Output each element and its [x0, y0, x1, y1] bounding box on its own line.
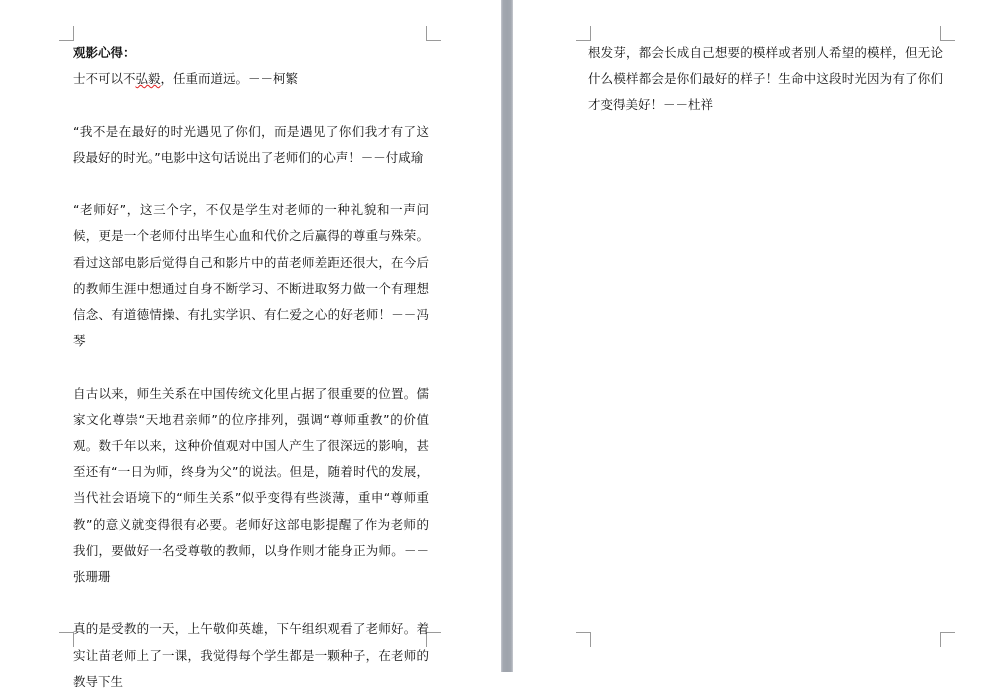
crop-mark-bottom-right	[940, 632, 955, 647]
quote-paragraph	[73, 66, 429, 92]
paragraph-du-xiang-end: 根发芽，都会长成自己想要的模样或者别人希望的模样，但无论什么模样都会是你们最好的样子！生命中这段时光因为有了你们才变得美好！－－杜祥	[588, 45, 943, 113]
crop-mark-top-left	[59, 26, 74, 41]
paragraph-fu-xianyu: “我不是在最好的时光遇见了你们，而是遇见了你们我才有了这段最好的时光。”电影中这句话说出了老师们的心声！－－付咸瑜	[73, 123, 429, 165]
paragraph-zhang-shanshan: 自古以来，师生关系在中国传统文化里占据了很重要的位置。儒家文化尊崇“天地君亲师”的位序排列，强调“尊师重教”的价值观。数千年以来，这种价值观对中国人产生了很深远的影响，甚至还有“一日为师，终身为父”的说法。但是，随着时代的发展，当代社会语境下的“师生关系”似乎变得有些淡薄，重申“尊师重教”的意义就变得很有必要。老师好这部电影提醒了作为老师的我们，要做好一名受尊敬的教师，以身作则才能身正为师。－－张珊珊	[73, 385, 429, 585]
crop-mark-top-right	[426, 26, 441, 41]
paragraph-du-xiang-start: 真的是受教的一天，上午敬仰英雄，下午组织观看了老师好。着实让苗老师上了一课，我觉得每个学生都是一颗种子，在老师的教导下生	[73, 621, 429, 689]
page-body-text[interactable]	[588, 40, 943, 119]
document-heading: 观影心得：	[73, 45, 136, 60]
page-gap	[501, 0, 513, 672]
crop-mark-bottom-left	[59, 632, 74, 647]
paragraph-feng-qin: “老师好”，这三个字，不仅是学生对老师的一种礼貌和一声问候，更是一个老师付出毕生心血和代价之后赢得的尊重与殊荣。看过这部电影后觉得自己和影片中的苗老师差距还很大，在今后的教师生涯中想通过自身不断学习、不断进取努力做一个有理想信念、有道德情操、有扎实学识、有仁爱之心的好老师！－－冯琴	[73, 202, 429, 349]
crop-mark-top-left	[576, 26, 591, 41]
quote-text-start: 士不可以不	[73, 71, 136, 87]
crop-mark-bottom-left	[576, 632, 591, 647]
document-page-right[interactable]	[513, 0, 1003, 672]
spellcheck-flagged-word[interactable]: 弘毅	[135, 71, 161, 87]
quote-text-end: ，任重而道远。－－柯繁	[160, 71, 299, 87]
crop-mark-top-right	[940, 26, 955, 41]
document-page-left[interactable]	[0, 0, 501, 689]
page-body-text[interactable]	[73, 40, 429, 695]
